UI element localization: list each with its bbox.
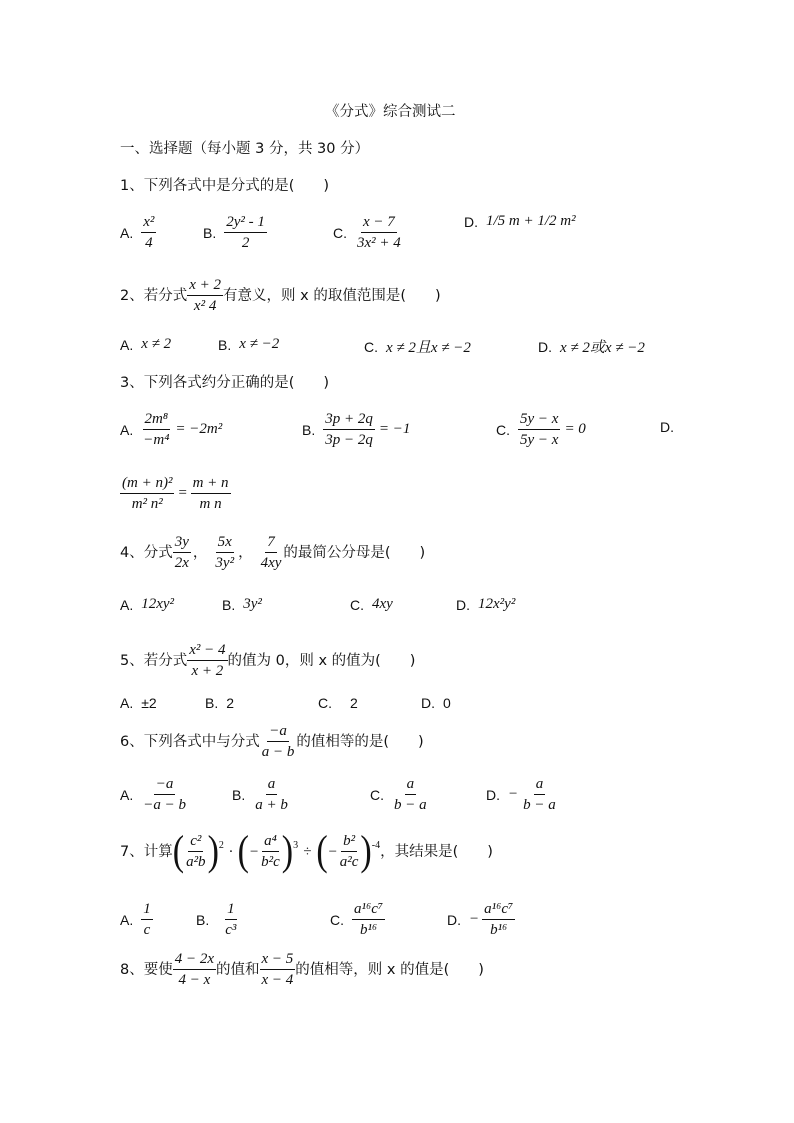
- separator: ，: [192, 544, 208, 561]
- numerator: a: [405, 775, 417, 795]
- question-4-option-d[interactable]: [456, 596, 515, 613]
- option-label: D.: [421, 695, 435, 711]
- denominator: x + 2: [191, 663, 224, 679]
- question-6-option-a[interactable]: [120, 775, 188, 814]
- stem-prefix: 5、若分式: [120, 652, 188, 669]
- fraction: [392, 775, 429, 814]
- numerator: a¹⁶c⁷: [482, 900, 515, 920]
- stem-prefix: 4、分式: [120, 544, 173, 561]
- fraction: [187, 641, 227, 680]
- numerator: (m + n)²: [120, 474, 174, 494]
- fraction: [224, 213, 267, 252]
- denominator: 4: [145, 235, 153, 251]
- numerator: 1: [225, 900, 237, 920]
- option-label: B.: [205, 695, 219, 711]
- math-expression: x ≠ −2: [239, 336, 280, 352]
- numerator: 3p + 2q: [323, 410, 375, 430]
- question-4-option-a[interactable]: [120, 596, 174, 613]
- option-label: A.: [120, 695, 134, 711]
- option-label: C.: [364, 338, 378, 355]
- denominator: b − a: [523, 797, 556, 813]
- stem-suffix: 的值相等的是( ): [296, 733, 424, 750]
- option-label: A.: [120, 336, 134, 353]
- option-label: D.: [486, 786, 500, 803]
- numerator: x − 7: [361, 213, 397, 233]
- option-label: D.: [660, 419, 674, 435]
- fraction: [184, 832, 208, 871]
- stem-prefix: 6、下列各式中与分式: [120, 733, 260, 750]
- fraction: [259, 832, 282, 871]
- question-3-option-b[interactable]: [302, 410, 410, 449]
- question-1-option-d[interactable]: [464, 213, 576, 230]
- denominator: c: [143, 922, 151, 938]
- option-label: C.: [496, 421, 510, 438]
- math-expression: 1/5 m + 1/2 m²: [486, 213, 576, 229]
- question-7-option-d[interactable]: [447, 900, 515, 939]
- numerator: 1: [141, 900, 153, 920]
- denominator: 3x² + 4: [357, 235, 401, 251]
- denominator: b − a: [394, 797, 427, 813]
- rhs: = −1: [378, 421, 411, 437]
- option-label: B.: [222, 596, 236, 613]
- option-label: A.: [120, 911, 134, 928]
- option-label: C.: [350, 596, 364, 613]
- option-value: 2: [350, 695, 358, 711]
- question-1-option-c[interactable]: [333, 213, 403, 252]
- numerator: −a: [267, 722, 289, 742]
- numerator: 3y: [173, 533, 191, 553]
- math-expression: 3y²: [243, 596, 262, 612]
- denominator: −m⁴: [143, 432, 170, 448]
- option-label: A.: [120, 421, 134, 438]
- question-6-option-d[interactable]: [486, 775, 558, 814]
- option-label: D.: [447, 911, 461, 928]
- page-title: 《分式》综合测试二: [325, 104, 456, 120]
- question-2-stem: [120, 276, 441, 315]
- math-expression: x ≠ 2或x ≠ −2: [560, 340, 645, 356]
- minus-sign: −: [327, 843, 338, 860]
- option-label: A.: [120, 596, 134, 613]
- fraction: [338, 832, 361, 871]
- option-label: B.: [232, 786, 246, 803]
- right-paren: ): [360, 827, 372, 874]
- option-label: C.: [318, 695, 332, 711]
- numerator: c²: [188, 832, 203, 852]
- question-7-option-c[interactable]: [330, 900, 385, 939]
- question-5-option-b[interactable]: [205, 695, 234, 711]
- fraction: [223, 900, 238, 939]
- stem-prefix: 7、计算: [120, 843, 173, 860]
- option-label: A.: [120, 786, 134, 803]
- separator: ，: [238, 544, 253, 561]
- math-expression: x ≠ 2: [141, 336, 172, 352]
- multiply-dot: ·: [228, 843, 233, 860]
- numerator: 2y² - 1: [224, 213, 267, 233]
- question-5-option-c[interactable]: [318, 695, 358, 711]
- question-7-option-b[interactable]: [196, 900, 238, 939]
- option-label: D.: [538, 338, 552, 355]
- fraction: [141, 410, 171, 449]
- option-label: D.: [464, 213, 478, 230]
- stem-suffix: 有意义，则 x 的取值范围是( ): [223, 287, 441, 304]
- denominator: 2x: [174, 555, 189, 571]
- stem-prefix: 8、要使: [120, 961, 173, 978]
- question-5-stem: [120, 641, 415, 680]
- question-6-stem: [120, 722, 424, 761]
- option-label: B.: [302, 421, 316, 438]
- denominator: 2: [241, 235, 250, 251]
- stem-suffix: 的值相等，则 x 的值是( ): [295, 961, 484, 978]
- question-7-option-a[interactable]: [120, 900, 153, 939]
- denominator: x − 4: [261, 972, 294, 988]
- fraction: [141, 775, 188, 814]
- option-value: 0: [443, 695, 451, 711]
- denominator: −a − b: [143, 797, 186, 813]
- fraction: [141, 213, 156, 252]
- fraction: [482, 900, 515, 939]
- option-label: B.: [203, 224, 217, 241]
- option-label: D.: [456, 596, 470, 613]
- denominator: b¹⁶: [490, 922, 508, 938]
- right-paren: ): [281, 827, 294, 874]
- option-label: B.: [196, 911, 210, 928]
- question-4-stem: [120, 533, 425, 572]
- numerator: b²: [341, 832, 357, 852]
- numerator: x − 5: [260, 950, 296, 970]
- question-1-option-b[interactable]: [203, 213, 267, 252]
- numerator: a: [534, 775, 546, 795]
- fraction: [260, 722, 297, 761]
- question-8-stem: [120, 950, 484, 989]
- fraction: [352, 900, 385, 939]
- math-expression: 12x²y²: [478, 596, 516, 612]
- numerator: 4 − 2x: [173, 950, 216, 970]
- left-paren: (: [237, 827, 249, 874]
- left-paren: (: [316, 827, 328, 874]
- right-paren: ): [207, 827, 219, 874]
- denominator: a − b: [261, 744, 295, 760]
- denominator: m n: [199, 496, 222, 512]
- numerator: 2m⁸: [143, 410, 171, 430]
- numerator: 5y − x: [518, 410, 560, 430]
- numerator: −a: [154, 775, 176, 795]
- option-label: B.: [218, 336, 232, 353]
- question-6-option-b[interactable]: [232, 775, 290, 814]
- math-expression: x ≠ 2且x ≠ −2: [386, 340, 471, 356]
- question-3-option-c[interactable]: [496, 410, 586, 449]
- question-2-option-b[interactable]: [218, 336, 279, 353]
- question-1-stem: 1、下列各式中是分式的是( ): [120, 178, 330, 194]
- denominator: b²c: [261, 854, 280, 870]
- denominator: m² n²: [131, 496, 163, 512]
- exponent: 2: [218, 839, 224, 851]
- fraction: [187, 276, 223, 315]
- stem-middle: 的值和: [216, 961, 260, 978]
- question-5-option-d[interactable]: [421, 695, 451, 711]
- denominator: 4 − x: [178, 972, 211, 988]
- question-4-option-c[interactable]: [350, 596, 393, 613]
- math-expression: 12xy²: [141, 596, 175, 612]
- denominator: a + b: [255, 797, 288, 813]
- question-3-option-a[interactable]: [120, 410, 222, 449]
- fraction: [253, 775, 290, 814]
- equals-sign: =: [177, 485, 188, 501]
- denominator: b¹⁶: [359, 922, 378, 938]
- exponent: 3: [293, 839, 299, 851]
- fraction: [173, 533, 191, 572]
- section-heading: 一、选择题（每小题 3 分，共 30 分）: [120, 141, 370, 157]
- fraction: [260, 950, 296, 989]
- divide-sign: ÷: [303, 843, 312, 860]
- option-value: 2: [226, 695, 235, 711]
- minus-sign: −: [248, 843, 260, 860]
- fraction: [259, 533, 284, 572]
- question-6-option-c[interactable]: [370, 775, 429, 814]
- exponent: -4: [371, 839, 381, 851]
- numerator: 5x: [216, 533, 234, 553]
- question-3-option-d[interactable]: [120, 474, 231, 513]
- left-paren: (: [172, 827, 185, 874]
- numerator: 7: [265, 533, 277, 553]
- math-expression: 4xy: [372, 596, 393, 612]
- denominator: 3y²: [215, 555, 235, 571]
- question-4-option-b[interactable]: [222, 596, 262, 613]
- fraction: [120, 474, 174, 513]
- numerator: x² − 4: [187, 641, 227, 661]
- fraction: [213, 533, 236, 572]
- option-label: A.: [120, 224, 134, 241]
- fraction: [323, 410, 375, 449]
- question-7-stem: [120, 827, 493, 874]
- stem-suffix: ，其结果是( ): [380, 843, 493, 860]
- numerator: a⁴: [262, 832, 279, 852]
- question-5-option-a[interactable]: [120, 695, 157, 711]
- denominator: x² 4: [193, 298, 217, 314]
- question-3-stem: 3、下列各式约分正确的是( ): [120, 375, 330, 391]
- numerator: a¹⁶c⁷: [352, 900, 385, 920]
- option-label: C.: [333, 224, 347, 241]
- stem-suffix: 的最简公分母是( ): [283, 544, 426, 561]
- fraction: [521, 775, 558, 814]
- stem-suffix: 的值为 0，则 x 的值为( ): [227, 652, 416, 669]
- numerator: a: [266, 775, 278, 795]
- rhs: = −2m²: [175, 421, 223, 437]
- denominator: c³: [225, 922, 237, 938]
- question-2-option-a[interactable]: [120, 336, 171, 353]
- option-value: ±2: [141, 695, 157, 711]
- fraction: [355, 213, 403, 252]
- fraction: [191, 474, 231, 513]
- fraction: [518, 410, 560, 449]
- option-label: C.: [370, 786, 384, 803]
- question-2-option-d[interactable]: [538, 336, 645, 357]
- stem-prefix: 2、若分式: [120, 287, 188, 304]
- question-2-option-c[interactable]: [364, 336, 471, 357]
- numerator: x + 2: [187, 276, 223, 296]
- question-1-option-a[interactable]: [120, 213, 156, 252]
- denominator: a²c: [339, 854, 359, 870]
- denominator: 5y − x: [520, 432, 559, 448]
- denominator: 4xy: [260, 555, 282, 571]
- rhs: = 0: [564, 421, 586, 437]
- question-3-option-d-label[interactable]: [660, 419, 682, 435]
- denominator: a²b: [186, 854, 206, 870]
- fraction: [173, 950, 216, 989]
- denominator: 3p − 2q: [325, 432, 373, 448]
- numerator: m + n: [191, 474, 231, 494]
- fraction: [141, 900, 153, 939]
- minus-sign: −: [508, 786, 519, 802]
- option-label: C.: [330, 911, 344, 928]
- minus-sign: −: [469, 911, 480, 927]
- numerator: x²: [141, 213, 156, 233]
